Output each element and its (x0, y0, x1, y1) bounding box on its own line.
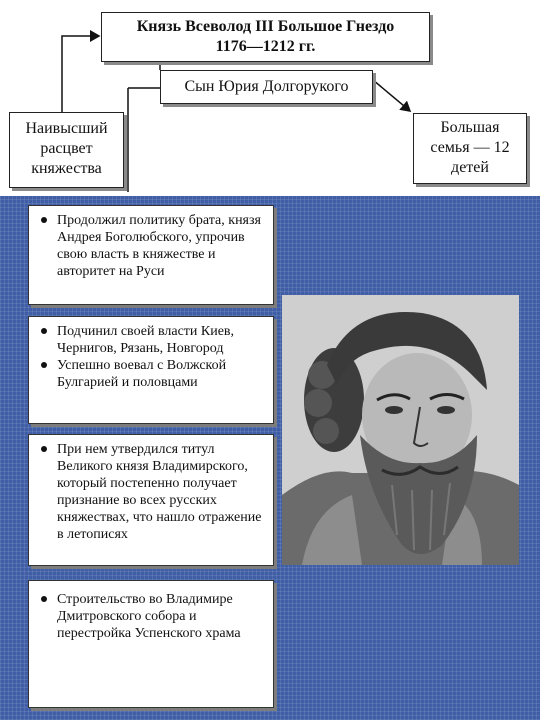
fact-item: Строительство во Владимире Дмитровского собора и перестройка Успенского храма (39, 591, 265, 642)
prince-portrait-icon (282, 295, 519, 565)
title-line-2: 1176—1212 гг. (215, 38, 316, 55)
fact-item: Успешно воевал с Волжской Булгарией и половцами (39, 357, 265, 391)
title-line-1: Князь Всеволод III Большое Гнездо (136, 18, 395, 35)
fact-box-conquests (28, 316, 274, 424)
line-son-down (128, 88, 160, 192)
family-line-1: Большая (440, 119, 500, 136)
fact-box-title (28, 434, 274, 566)
family-box (413, 113, 527, 184)
peak-line-2: расцвет (40, 140, 93, 157)
title-box (101, 12, 430, 62)
fact-item: При нем утвердился титул Великого князя Владимирского, который постепенно получает признание во всех русских княжествах, что нашло отражение в летописях (39, 441, 265, 543)
fact-item: Подчинил своей власти Киев, Чернигов, Рязань, Новгород (39, 323, 265, 357)
son-box (160, 70, 373, 104)
peak-line-3: княжества (31, 160, 102, 177)
son-text: Сын Юрия Долгорукого (184, 78, 349, 95)
arrow-to-title (62, 36, 99, 112)
family-line-2: семья — 12 (430, 139, 510, 156)
fact-item: Продолжил политику брата, князя Андрея Боголюбского, упрочив свою власть в княжестве и авторитет на Руси (39, 212, 265, 280)
fact-box-policy (28, 205, 274, 305)
peak-box (9, 112, 124, 188)
arrow-to-family (373, 80, 410, 111)
fact-box-construction (28, 580, 274, 708)
family-line-3: детей (451, 159, 489, 176)
peak-line-1: Наивысший (25, 120, 108, 137)
